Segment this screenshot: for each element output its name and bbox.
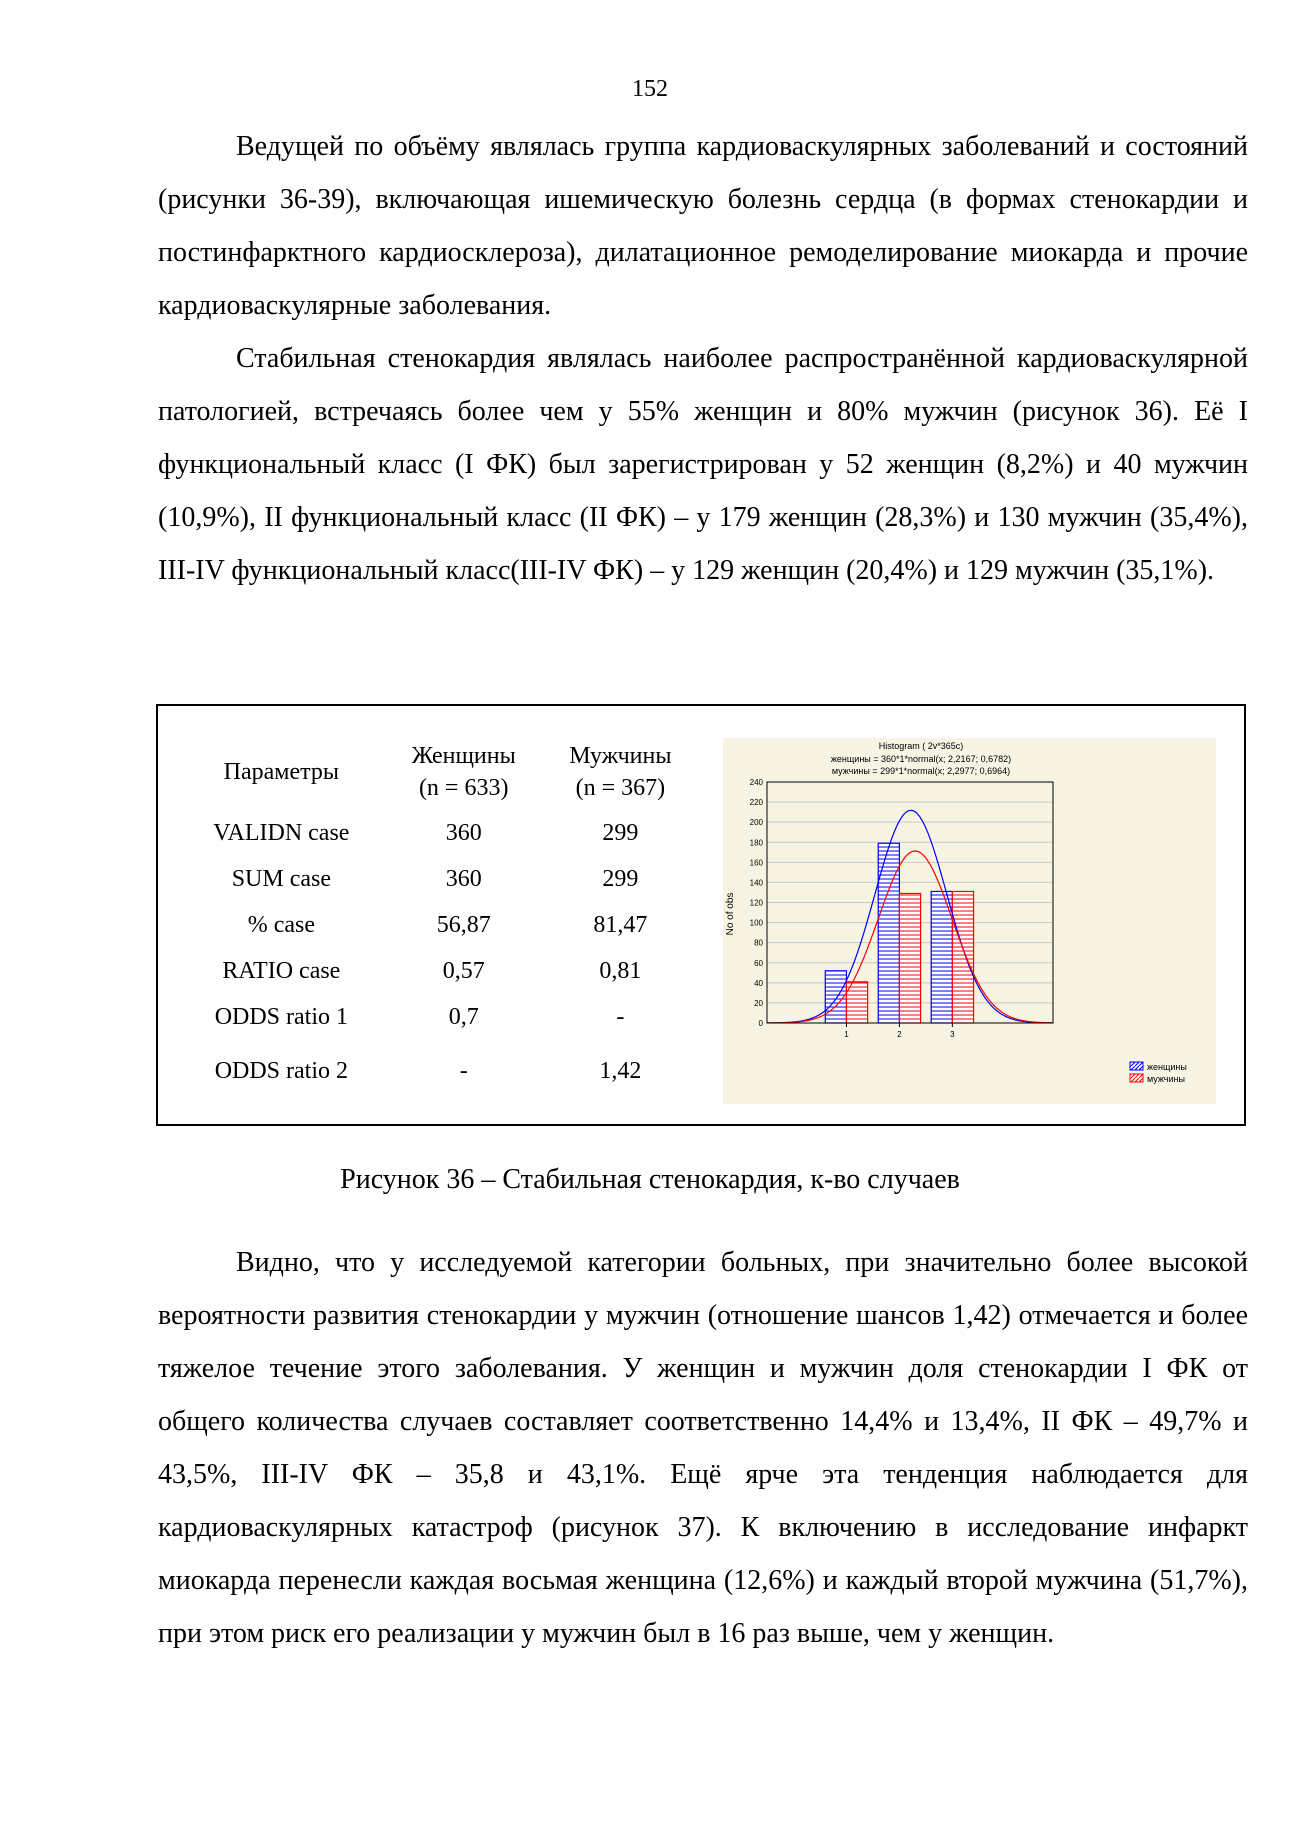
row-men: 81,47: [593, 911, 648, 938]
table-row: [178, 902, 698, 948]
row-women: 0,7: [448, 1003, 479, 1030]
chart-subtitle-line: мужчины = 299*1*normal(x; 2,2977; 0,6964): [831, 766, 1011, 776]
row-women: -: [459, 1057, 468, 1084]
legend: [1130, 1062, 1187, 1084]
y-tick-label: 0: [758, 1019, 763, 1028]
text-block-top: [158, 120, 1248, 597]
x-tick-label: 1: [844, 1030, 849, 1039]
row-label: % case: [247, 911, 315, 938]
parameters-table: [178, 734, 698, 1102]
row-women: 56,87: [436, 911, 491, 938]
row-men: 299: [602, 865, 639, 892]
row-label: ODDS ratio 1: [214, 1003, 349, 1030]
header-women: [385, 734, 543, 810]
y-tick-label: 220: [749, 798, 763, 808]
histogram-svg: [723, 738, 1216, 1104]
row-women: 360: [445, 865, 482, 892]
row-men: 0,81: [599, 957, 642, 984]
table-row: [178, 948, 698, 994]
x-tick-label: 2: [897, 1030, 902, 1039]
row-men: -: [616, 1003, 625, 1030]
header-women-n: (n = 633): [418, 775, 509, 801]
header-women-label: Женщины: [411, 743, 516, 769]
legend-swatch-women: [1130, 1062, 1143, 1070]
y-tick-label: 60: [754, 958, 763, 968]
row-label: VALIDN case: [213, 819, 350, 846]
header-param: Параметры: [223, 759, 340, 785]
table-row: [178, 994, 698, 1040]
y-tick-label: 120: [749, 898, 763, 908]
paragraph: Видно, что у исследуемой категории больных, при значительно более высокой вероятности развития стенокардии у мужчин (отношение шансов 1,42) отмечается и более тяжелое течение этого заболевания. У женщин и мужчин доля стенокардии I ФК от общего количества случаев составляет соответственно 14,4% и 13,4%, II ФК – 49,7% и 43,5%, III-IV ФК – 35,8 и 43,1%. Ещё ярче эта тенденция наблюдается для кардиоваскулярных катастроф (рисунок 37). К включению в исследование инфаркт миокарда перенесли каждая восьмая женщина (12,6%) и каждый второй мужчина (51,7%), при этом риск его реализации у мужчин был в 16 раз выше, чем у женщин.: [158, 1247, 1248, 1649]
row-label: SUM case: [231, 865, 332, 892]
figure-box: [156, 704, 1246, 1126]
row-women: 0,57: [442, 957, 485, 984]
y-tick-label: 20: [754, 998, 763, 1008]
table-row: [178, 810, 698, 856]
header-men: [543, 734, 698, 810]
y-tick-label: 100: [749, 918, 763, 928]
paragraph: Ведущей по объёму являлась группа кардиоваскулярных заболеваний и состояний (рисунки 36-39), включающая ишемическую болезнь сердца (в формах стенокардии и постинфарктного кардиосклероза), дилатационное ремоделирование миокарда и прочие кардиоваскулярные заболевания.: [158, 131, 1248, 321]
row-men: 1,42: [599, 1057, 642, 1084]
table-row: [178, 1040, 698, 1102]
x-tick-label: 3: [950, 1030, 955, 1039]
row-women: 360: [445, 819, 482, 846]
y-tick-label: 240: [749, 778, 763, 787]
paragraph: Стабильная стенокардия являлась наиболее распространённой кардиоваскулярной патологией, встречаясь более чем у 55% женщин и 80% мужчин (рисунок 36). Её I функциональный класс (I ФК) был зарегистрирован у 52 женщин (8,2%) и 40 мужчин (10,9%), II функциональный класс (II ФК) – у 179 женщин (28,3%) и 130 мужчин (35,4%), III-IV функциональный класс(III-IV ФК) – у 129 женщин (20,4%) и 129 мужчин (35,1%).: [158, 343, 1248, 586]
page-number: 152: [632, 76, 668, 102]
legend-label-women: женщины: [1147, 1062, 1187, 1072]
y-tick-label: 40: [754, 978, 763, 988]
y-tick-label: 180: [749, 838, 763, 848]
y-tick-label: 200: [749, 818, 763, 828]
bar: [899, 893, 920, 1023]
row-men: 299: [602, 819, 639, 846]
header-men-n: (n = 367): [575, 775, 666, 801]
legend-label-men: мужчины: [1147, 1074, 1185, 1084]
histogram-chart: [723, 738, 1216, 1104]
table-row: [178, 856, 698, 902]
chart-subtitle-line: женщины = 360*1*normal(x; 2,2167; 0,6782): [830, 754, 1012, 764]
legend-swatch-men: [1130, 1074, 1143, 1082]
y-tick-label: 140: [749, 878, 763, 888]
bar: [952, 891, 973, 1023]
y-tick-label: 80: [754, 938, 763, 948]
y-tick-label: 160: [749, 858, 763, 868]
row-label: RATIO case: [222, 957, 341, 984]
figure-caption: Рисунок 36 – Стабильная стенокардия, к-во случаев: [340, 1164, 960, 1195]
text-block-bottom: [158, 1236, 1248, 1660]
table-header-row: [178, 734, 698, 810]
chart-title: Histogram ( 2v*365c): [878, 741, 964, 751]
y-axis-label: No of obs: [725, 892, 736, 936]
header-men-label: Мужчины: [569, 743, 672, 769]
row-label: ODDS ratio 2: [214, 1057, 349, 1084]
